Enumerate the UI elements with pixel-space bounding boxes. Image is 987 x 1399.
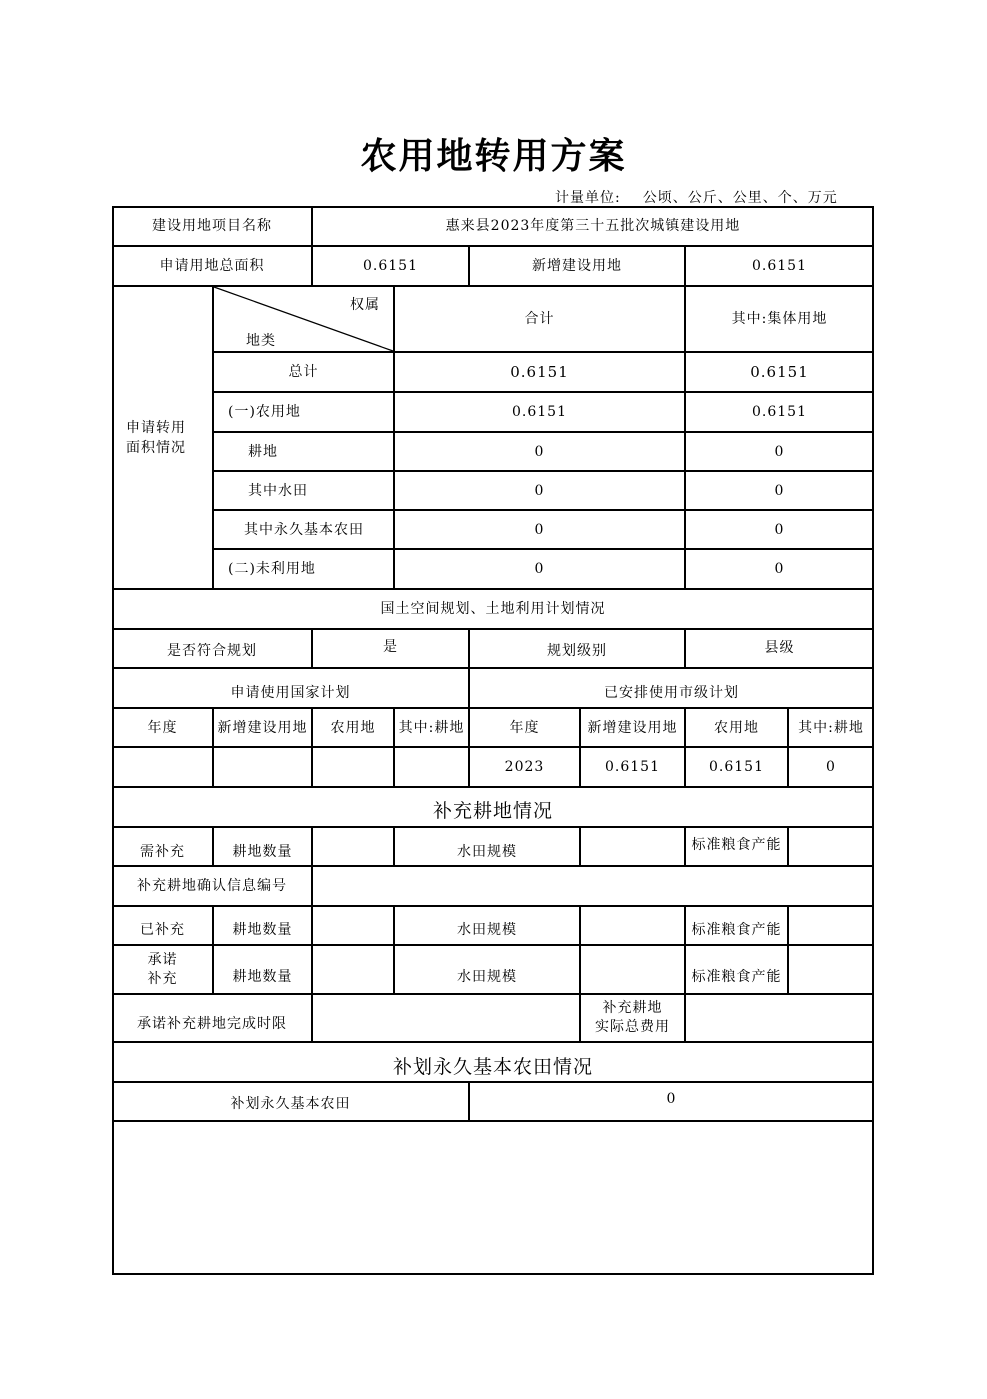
row-permanent-label: 其中永久基本农田 (244, 521, 364, 538)
col-year-city: 年度 (509, 719, 540, 736)
need-grain-label: 标准粮食产能 (691, 836, 782, 853)
row-arable-label: 耕地 (248, 443, 278, 460)
row-farmland-label: (一)农用地 (228, 404, 301, 420)
row-paddy-value: 0 (534, 482, 545, 499)
conform-label: 是否符合规划 (167, 642, 257, 659)
cost-label-line1: 补充耕地 (602, 1000, 663, 1016)
new-construction-label: 新增建设用地 (532, 258, 622, 274)
done-grain-label: 标准粮食产能 (691, 921, 782, 938)
total-area-value: 0.6151 (363, 258, 418, 274)
conversion-section-label (112, 286, 212, 589)
done-paddy-label: 水田规模 (457, 921, 517, 938)
val-farm-city: 0.6151 (709, 759, 764, 775)
row-paddy-label: 其中水田 (248, 482, 308, 499)
col-farm-city: 农用地 (714, 719, 759, 736)
col-arable-city: 其中:耕地 (798, 719, 864, 736)
need-supplement-label: 需补充 (140, 843, 185, 860)
val-arable-city: 0 (826, 759, 836, 775)
total-area-label: 申请用地总面积 (159, 258, 265, 274)
row-total-value: 0.6151 (510, 363, 569, 381)
conversion-label-line1: 申请转用 (126, 419, 186, 436)
city-plan-label: 已安排使用市级计划 (604, 685, 739, 701)
row-farmland-value: 0.6151 (512, 404, 567, 420)
cost-label-line2: 实际总费用 (595, 1019, 670, 1035)
val-year-national (112, 747, 213, 787)
col-new-national: 新增建设用地 (217, 719, 308, 736)
planning-section-title: 国土空间规划、土地利用计划情况 (380, 601, 606, 617)
val-arable-national (394, 747, 469, 787)
val-year-city: 2023 (504, 759, 545, 775)
col-arable-national: 其中:耕地 (398, 719, 465, 736)
farmland-value: 0 (666, 1090, 677, 1107)
row-arable-value: 0 (534, 443, 545, 460)
farmland-section-title: 补划永久基本农田情况 (392, 1056, 593, 1078)
val-new-national (213, 747, 312, 787)
row-unused-label: (二)未利用地 (228, 561, 316, 577)
row-farmland-collective: 0.6151 (752, 404, 807, 420)
row-arable-collective: 0 (774, 443, 785, 460)
actual-cost-label (580, 994, 685, 1042)
document-title: 农用地转用方案 (360, 135, 627, 177)
new-construction-value: 0.6151 (752, 258, 807, 274)
promise-supplement-label (112, 945, 213, 994)
row-unused-value: 0 (534, 561, 545, 577)
conversion-label-line2: 面积情况 (126, 439, 186, 456)
done-qty-label: 耕地数量 (232, 921, 293, 938)
promise-qty-label: 耕地数量 (232, 968, 293, 985)
promise-paddy-label: 水田规模 (457, 968, 517, 985)
promise-label-line1: 承诺 (147, 951, 178, 968)
promise-grain-label: 标准粮食产能 (691, 968, 782, 985)
row-permanent-collective: 0 (774, 521, 785, 538)
confirm-id-label: 补充耕地确认信息编号 (137, 878, 287, 894)
row-total-collective: 0.6151 (750, 363, 809, 381)
col-year-national: 年度 (147, 719, 178, 736)
col-total-header: 合计 (524, 311, 555, 327)
header-land-type: 地类 (246, 333, 276, 349)
done-supplement-label: 已补充 (140, 921, 185, 938)
col-farm-national: 农用地 (330, 719, 376, 736)
need-paddy-label: 水田规模 (457, 843, 517, 860)
need-qty-label: 耕地数量 (232, 843, 293, 860)
project-name-value: 惠来县2023年度第三十五批次城镇建设用地 (445, 218, 741, 234)
supplement-section-title: 补充耕地情况 (432, 800, 553, 822)
farmland-label: 补划永久基本农田 (230, 1095, 351, 1112)
unit-label: 计量单位: (555, 190, 621, 206)
row-total-label: 总计 (288, 364, 319, 380)
project-name-label: 建设用地项目名称 (152, 218, 272, 234)
conform-value: 是 (383, 638, 398, 655)
col-new-city: 新增建设用地 (587, 719, 678, 736)
val-farm-national (312, 747, 394, 787)
val-new-city: 0.6151 (605, 759, 660, 775)
row-paddy-collective: 0 (774, 482, 785, 499)
row-unused-collective: 0 (774, 561, 785, 577)
col-collective-header: 其中:集体用地 (731, 311, 828, 327)
header-owner: 权属 (350, 297, 380, 313)
national-plan-label: 申请使用国家计划 (230, 685, 351, 701)
row-permanent-value: 0 (534, 521, 545, 538)
deadline-label: 承诺补充耕地完成时限 (137, 1016, 287, 1032)
unit-value: 公顷、公斤、公里、个、万元 (642, 190, 838, 206)
plan-level-value: 县级 (764, 639, 795, 656)
promise-label-line2: 补充 (147, 970, 178, 987)
plan-level-label: 规划级别 (547, 642, 607, 659)
